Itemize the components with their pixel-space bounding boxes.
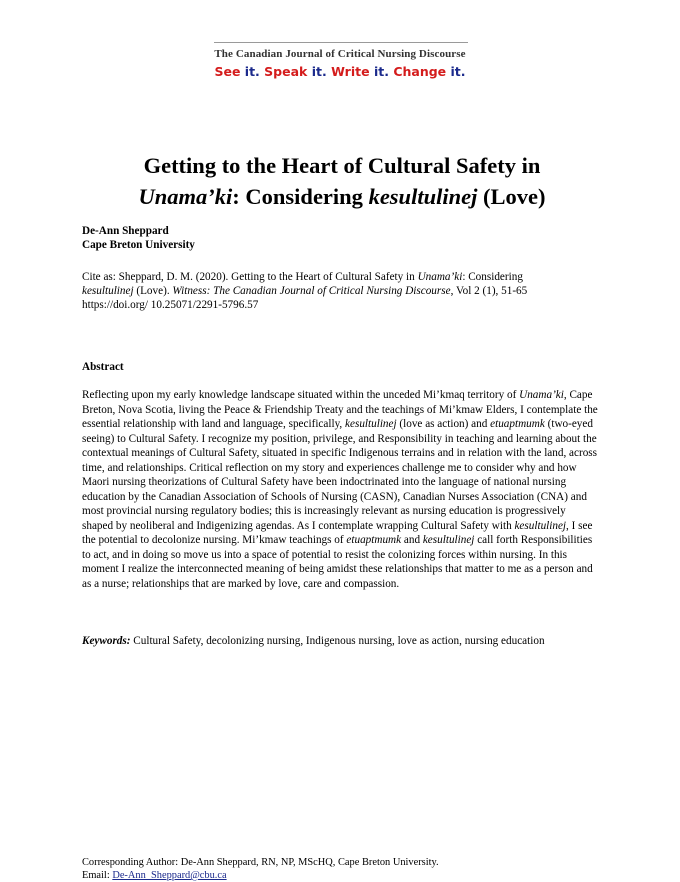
journal-tagline: [0, 64, 680, 79]
citation-italic: Unama’ki: [417, 271, 463, 283]
tagline-see: See: [214, 64, 241, 79]
abstract-italic-term: etuaptmumk: [490, 418, 545, 430]
abstract-text: , Cape Breton, Nova Scotia, living the Peace & Friendship Treaty and the teachings of Mi’kmaw Elders, I contemplate the essential relationship with land and language, specifically,: [82, 389, 598, 430]
tagline-it: it.: [311, 64, 327, 79]
abstract-text: (love as action) and: [396, 418, 491, 430]
abstract-text: Reflecting upon my early knowledge landscape situated within the unceded Mi’kmaq territory of: [82, 389, 520, 401]
email-label: Email:: [82, 870, 113, 881]
title-line-2: [60, 181, 624, 212]
abstract-text: , I see the potential to decolonize nursing. Mi’kmaw teachings of: [82, 519, 593, 546]
keywords-text: Cultural Safety, decolonizing nursing, Indigenous nursing, love as action, nursing education: [130, 635, 545, 647]
email-line: [82, 869, 602, 882]
citation-text: , Vol 2 (1), 51-65: [450, 285, 528, 297]
author-affiliation: Cape Breton University: [82, 239, 195, 251]
abstract-italic-term: etuaptmumk: [346, 534, 402, 546]
author-block: [82, 224, 602, 252]
abstract-text: (two-eyed seeing) to Cultural Safety. I recognize my position, privilege, and Responsibility in teaching and learning about the contextual meanings of Cultural Safety, situated in specific Indigenous terrains and in relation with the land, across time, and relationships. Critical reflection on my story and experiences challenge me to consider why and how Maori nursing theorizations of Cultural Safety have been indoctrinated into the language of national nursing education by the Canadian Association of Schools of Nursing (CASN), Canadian Nurses Association (CNA) and most provincial nursing regulatory bodies; this is increasingly relevant as nursing education is progressively shaped by neoliberal and Indigenizing agendas. As I contemplate wrapping Cultural Safety with: [82, 418, 598, 532]
abstract-body: [82, 388, 598, 591]
tagline-it: it.: [373, 64, 389, 79]
corresponding-author: Corresponding Author: De-Ann Sheppard, RN, NP, MScHQ, Cape Breton University.: [82, 857, 439, 868]
citation-italic: kesultulinej: [82, 285, 134, 297]
abstract-italic-term: kesultulinej: [514, 519, 567, 532]
citation-text: Cite as: Sheppard, D. M. (2020). Getting to the Heart of Cultural Safety in: [82, 271, 418, 283]
abstract-italic-term: kesultulinej: [345, 418, 397, 430]
keywords: [82, 634, 582, 648]
email-link[interactable]: De-Ann_Sheppard@cbu.ca: [112, 870, 227, 881]
article-title: [60, 150, 624, 212]
journal-name: The Canadian Journal of Critical Nursing Discourse: [214, 48, 466, 60]
tagline-speak: Speak: [264, 64, 308, 79]
abstract-heading: Abstract: [82, 361, 124, 373]
citation-text: (Love).: [133, 285, 173, 297]
citation: [82, 270, 602, 312]
citation-journal: Witness: The Canadian Journal of Critical Nursing Discourse: [172, 285, 451, 297]
citation-doi[interactable]: https://doi.org/ 10.25071/2291-5796.57: [82, 299, 259, 311]
tagline-it: it.: [450, 64, 466, 79]
header-rule: [214, 42, 468, 43]
footer: [82, 856, 602, 882]
tagline-change: Change: [393, 64, 447, 79]
abstract-text: and: [401, 534, 423, 546]
title-end: (Love): [477, 184, 546, 209]
title-kesultulinej: kesultulinej: [368, 184, 478, 209]
title-line-1: Getting to the Heart of Cultural Safety in: [143, 153, 541, 178]
author-name: De-Ann Sheppard: [82, 225, 169, 237]
tagline-it: it.: [244, 64, 260, 79]
abstract-text: call forth Responsibilities to act, and in doing so move us into a space of potential to resist the colonizing forces within nursing. In this moment I realize the interconnected meaning of being amidst these relationships that matter to me as a person and as a nurse; relationships that are marked by love, care and compassion.: [82, 534, 593, 590]
tagline-write: Write: [331, 64, 370, 79]
abstract-italic-term: kesultulinej: [422, 534, 475, 546]
keywords-label: Keywords:: [82, 635, 131, 647]
abstract-italic-term: Unama’ki: [519, 389, 564, 401]
citation-text: : Considering: [462, 271, 523, 283]
title-mid: : Considering: [232, 184, 369, 209]
title-unamaki: Unama’ki: [138, 184, 233, 209]
